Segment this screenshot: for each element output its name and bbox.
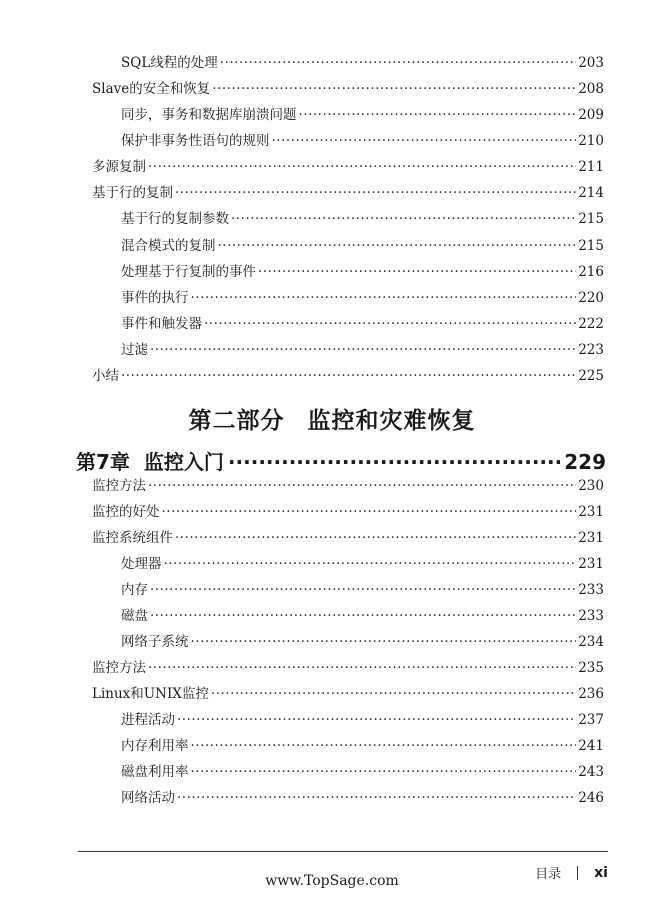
toc-entry-page: 209 xyxy=(578,107,604,123)
toc-leader-dots xyxy=(258,263,576,281)
toc-leader-dots xyxy=(150,341,576,359)
toc-entry xyxy=(92,158,604,176)
toc-entry-title: 事件的执行 xyxy=(121,290,189,306)
toc-entry-page: 210 xyxy=(578,133,604,149)
toc-entry xyxy=(92,659,604,677)
toc-entry-title: 处理基于行复制的事件 xyxy=(121,264,256,280)
toc-entry-page: 237 xyxy=(578,712,604,728)
toc-entry-title: 事件和触发器 xyxy=(121,316,202,332)
toc-entry-page: 215 xyxy=(578,211,604,227)
toc-entry xyxy=(121,106,604,124)
toc-entry xyxy=(121,263,604,281)
toc-leader-dots xyxy=(175,529,576,547)
toc-entry-page: 231 xyxy=(578,504,604,520)
toc-leader-dots xyxy=(191,633,577,651)
toc-leader-dots xyxy=(162,503,577,521)
toc-entry-page: 225 xyxy=(578,368,604,384)
toc-entry-page: 216 xyxy=(578,264,604,280)
footer-divider xyxy=(78,851,608,852)
toc-leader-dots xyxy=(231,210,576,228)
toc-entry xyxy=(92,685,604,703)
toc-entry-page: 234 xyxy=(578,634,604,650)
footer-page-number: xi xyxy=(594,864,608,881)
toc-entry xyxy=(92,503,604,521)
toc-entry xyxy=(92,184,604,202)
toc-entry-title: 混合模式的复制 xyxy=(121,238,216,254)
toc-entry-title: 同步，事务和数据库崩溃问题 xyxy=(121,107,297,123)
toc-entry-page: 220 xyxy=(578,290,604,306)
toc-leader-dots xyxy=(121,367,576,385)
toc-leader-dots xyxy=(150,581,576,599)
toc-entry-title: 磁盘 xyxy=(121,608,148,624)
toc-entry-title: 小结 xyxy=(92,368,119,384)
toc-entry-title: 进程活动 xyxy=(121,712,175,728)
toc-leader-dots xyxy=(204,315,576,333)
toc-entry xyxy=(121,763,604,781)
toc-entry-page: 211 xyxy=(578,159,604,175)
toc-leader-dots xyxy=(212,80,576,98)
toc-entry xyxy=(121,315,604,333)
toc-entry-title: 保护非事务性语句的规则 xyxy=(121,133,270,149)
toc-entry-page: 233 xyxy=(578,608,604,624)
toc-entry-title: 网络活动 xyxy=(121,790,175,806)
toc-leader-dots xyxy=(148,158,576,176)
toc-entry xyxy=(121,132,604,150)
toc-entry-page: 231 xyxy=(578,530,604,546)
toc-entry-page: 223 xyxy=(578,342,604,358)
toc-entry-page: 235 xyxy=(578,660,604,676)
toc-entry-title: 网络子系统 xyxy=(121,634,189,650)
toc-entry-title: 监控方法 xyxy=(92,478,146,494)
toc-entry-page: 215 xyxy=(578,238,604,254)
toc-entry-title: 处理器 xyxy=(121,556,162,572)
toc-leader-dots xyxy=(164,555,577,573)
toc-entry-title: Linux和UNIX监控 xyxy=(92,686,209,702)
toc-leader-dots xyxy=(150,607,576,625)
toc-entry-page: 241 xyxy=(578,738,604,754)
toc-entry xyxy=(121,737,604,755)
toc-leader-dots xyxy=(177,789,576,807)
chapter-number: 第7章 xyxy=(76,450,130,474)
toc-entry-page: 236 xyxy=(578,686,604,702)
toc-entry-title: 基于行的复制参数 xyxy=(121,211,229,227)
toc-entry xyxy=(121,555,604,573)
toc-entry-page: 243 xyxy=(578,764,604,780)
toc-entry-title: Slave的安全和恢复 xyxy=(92,81,211,97)
toc-leader-dots xyxy=(177,711,576,729)
toc-leader-dots xyxy=(220,54,576,72)
chapter-page: 229 xyxy=(564,450,606,474)
toc-leader-dots xyxy=(191,763,577,781)
toc-entry xyxy=(121,210,604,228)
toc-leader-dots xyxy=(228,450,560,474)
toc-leader-dots xyxy=(148,477,576,495)
website-watermark: www.TopSage.com xyxy=(265,873,399,889)
toc-entry xyxy=(121,289,604,307)
toc-entry-page: 231 xyxy=(578,556,604,572)
toc-leader-dots xyxy=(218,237,577,255)
toc-entry-title: 内存利用率 xyxy=(121,738,189,754)
toc-entry xyxy=(121,607,604,625)
toc-entry-page: 233 xyxy=(578,582,604,598)
toc-entry-page: 203 xyxy=(578,55,604,71)
toc-entry-title: 磁盘利用率 xyxy=(121,764,189,780)
part-title: 第二部分 监控和灾难恢复 xyxy=(188,408,476,434)
toc-leader-dots xyxy=(148,659,576,677)
toc-leader-dots xyxy=(272,132,577,150)
toc-entry xyxy=(92,529,604,547)
toc-entry xyxy=(121,633,604,651)
toc-entry-title: 基于行的复制 xyxy=(92,185,173,201)
toc-entry xyxy=(92,477,604,495)
toc-entry xyxy=(92,80,604,98)
chapter-heading xyxy=(76,446,606,475)
toc-leader-dots xyxy=(191,737,577,755)
toc-entry xyxy=(121,711,604,729)
toc-leader-dots xyxy=(211,685,576,703)
toc-entry-page: 214 xyxy=(578,185,604,201)
toc-leader-dots xyxy=(191,289,577,307)
toc-leader-dots xyxy=(175,184,576,202)
toc-entry-title: 监控系统组件 xyxy=(92,530,173,546)
toc-entry-title: 监控方法 xyxy=(92,660,146,676)
toc-entry-title: 内存 xyxy=(121,582,148,598)
toc-entry xyxy=(121,581,604,599)
chapter-title: 监控入门 xyxy=(143,450,224,474)
footer-section-label: 目录 xyxy=(535,867,562,882)
toc-entry-page: 222 xyxy=(578,316,604,332)
toc-entry xyxy=(121,789,604,807)
toc-entry-title: SQL线程的处理 xyxy=(121,55,218,71)
toc-entry-title: 多源复制 xyxy=(92,159,146,175)
toc-leader-dots xyxy=(299,106,577,124)
toc-entry xyxy=(121,237,604,255)
toc-entry xyxy=(92,367,604,385)
toc-entry xyxy=(121,54,604,72)
toc-entry-page: 246 xyxy=(578,790,604,806)
toc-entry-page: 208 xyxy=(578,81,604,97)
toc-entry-title: 监控的好处 xyxy=(92,504,160,520)
toc-entry xyxy=(121,341,604,359)
toc-entry-title: 过滤 xyxy=(121,342,148,358)
toc-entry-page: 230 xyxy=(578,478,604,494)
